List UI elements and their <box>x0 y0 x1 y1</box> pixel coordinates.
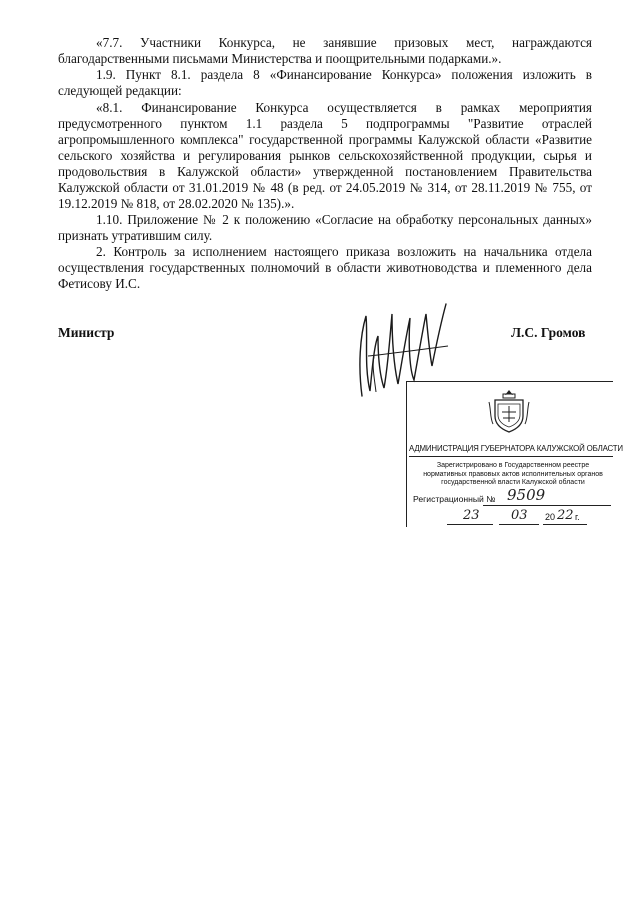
stamp-date-day-line <box>447 524 493 525</box>
paragraph-1-10: 1.10. Приложение № 2 к положению «Согласие на обработку персональных данных» признать утратившим силу. <box>58 212 592 243</box>
paragraph-2: 2. Контроль за исполнением настоящего приказа возложить на начальника отдела осуществления государственных полномочий в области животноводства и племенного дела Фетисову И.С. <box>58 244 592 291</box>
stamp-date-month-line <box>499 524 539 525</box>
paragraph-7-7: «7.7. Участники Конкурса, не занявшие призовых мест, награждаются благодарственными письмами Министерства и поощрительными подарками.». <box>58 35 592 66</box>
stamp-date-year-line <box>543 524 587 525</box>
stamp-reg-line <box>483 505 611 506</box>
stamp-reg-label: Регистрационный № <box>413 494 496 504</box>
stamp-date-year-prefix: 20 <box>545 512 556 522</box>
stamp-registered-text: Зарегистрировано в Государственном реестре нормативных правовых актов исполнительных органов государственной власти Калужской области <box>423 462 603 486</box>
coat-of-arms-icon <box>487 388 531 434</box>
stamp-date-year: 22 <box>557 508 574 523</box>
paragraph-8-1: «8.1. Финансирование Конкурса осуществляется в рамках мероприятия предусмотренного пунктом 1.1 раздела 5 подпрограммы "Развитие отраслей агропромышленного комплекса" государственной программы Калужской области «Развитие сельского хозяйства и регулирования рынков сельскохозяйственной продукции, сырья и продовольствия в Калужской области» утвержденной постановлением Правительства Калужской области от 31.01.2019 № 48 (в ред. от 24.05.2019 № 314, от 28.11.2019 № 755, от 19.12.2019 № 818, от 28.02.2020 № 135).». <box>58 100 592 211</box>
signer-name: Л.С. Громов <box>511 325 586 340</box>
stamp-org-name: АДМИНИСТРАЦИЯ ГУБЕРНАТОРА КАЛУЖСКОЙ ОБЛАСТИ <box>409 443 623 453</box>
stamp-date-month: 03 <box>511 508 528 523</box>
stamp-date-year-end: г. <box>575 512 580 522</box>
paragraph-1-9: 1.9. Пункт 8.1. раздела 8 «Финансирование Конкурса» положения изложить в следующей редакции: <box>58 67 592 98</box>
signer-position: Министр <box>58 325 115 340</box>
stamp-divider <box>409 456 613 457</box>
stamp-reg-number: 9509 <box>507 486 546 504</box>
registration-stamp <box>406 381 623 527</box>
stamp-date-day: 23 <box>463 508 480 523</box>
